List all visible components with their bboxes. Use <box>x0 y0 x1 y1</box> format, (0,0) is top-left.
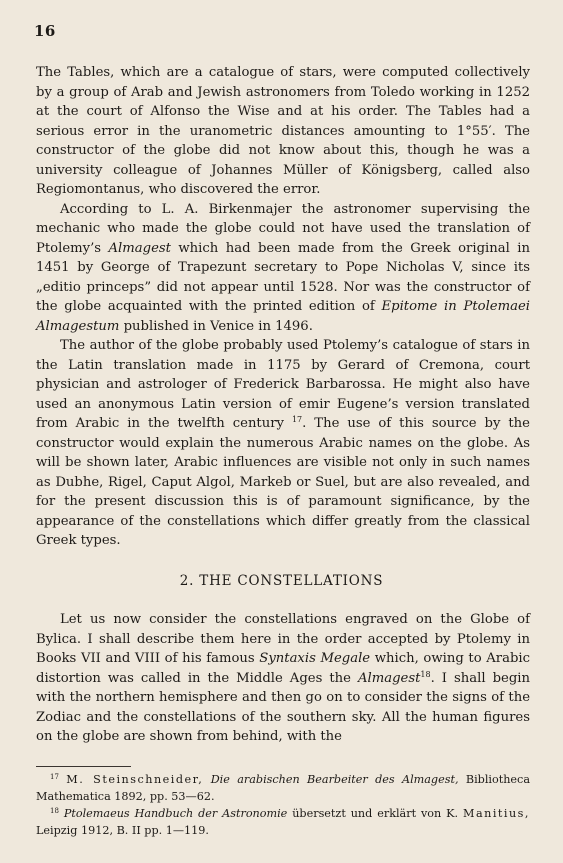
paragraph-3-text-cont: . The use of this source by the constructor would explain the numerous Arabic names on the globe. As will be shown later, Arabic influences are visible not only in such names as Dubhe, Rigel, Caput Algol, Markeb or Suel, but are also revealed, and for the present discussion this is of paramount significance, by the appearance of the constellations which differ greatly from the classical Greek types. <box>36 416 530 548</box>
paragraph-1: The Tables, which are a catalogue of stars, were computed collectively by a group of Arab and Jewish astronomers from Toledo working in 1252 at the court of Alfonso the Wise and at his order. The Tables had a serious error in the uranometric distances amounting to 1°55′. The constructor of the globe did not know about this, though he was a university colleague of Johannes Müller of Königsberg, called also Regiomontanus, who discovered the error. <box>36 65 530 197</box>
section-heading: 2. THE CONSTELLATIONS <box>179 573 384 589</box>
italic-title-almagest-2: Almagest <box>357 670 421 686</box>
footnote-ref-17[interactable]: 17 <box>291 415 303 424</box>
paragraph-4 <box>36 610 530 747</box>
footnote-text-end: Leipzig 1912, B. II pp. 1—119. <box>36 824 209 837</box>
footnote-divider <box>36 766 131 767</box>
footnote-author: Manitius, <box>463 807 530 820</box>
italic-title-almagest: Almagest <box>108 240 171 256</box>
paragraph-2-text: According to L. A. Birkenmajer the astronomer supervising the mechanic who made the globe could not have used the translation of Ptolemy’s <box>36 201 530 256</box>
footnote-text: übersetzt und erklärt von K. <box>287 807 463 820</box>
paragraph-2-text-cont: which had been made from the Greek original in 1451 by George of Trapezunt secretary to Pope Nicholas V, since its „editio princeps” did not appear until 1528. Nor was the constructor of the globe acquainted with the printed edition of <box>36 240 530 314</box>
footnote-number: 17 <box>50 773 59 781</box>
footnote-text: Bibliotheca Mathematica 1892, pp. 53—62. <box>36 773 530 803</box>
footnote-ref-18[interactable]: 18 <box>420 669 431 679</box>
footnotes <box>36 771 530 839</box>
paragraph-3 <box>36 336 530 551</box>
paragraph-3-text: The author of the globe probably used Ptolemy’s catalogue of stars in the Latin translation made in 1175 by Gerard of Cremona, court physician and astrologer of Frederick Barbarossa. He might also have used an anonymous Latin version of emir Eugene’s version translated from Arabic in the twelfth century <box>36 338 530 431</box>
paragraph-2-text-end: published in Venice in 1496. <box>119 318 313 334</box>
footnote-18 <box>36 805 530 839</box>
paragraph-2 <box>36 200 530 337</box>
page-number: 16 <box>34 22 56 40</box>
paragraph-4-text-cont: which, owing to Arabic distortion was called in the Middle Ages the <box>36 651 530 686</box>
footnote-title: Die arabischen Bearbeiter des Almagest, <box>210 773 459 786</box>
italic-title-epitome: Epitome in Ptolemaei Almagestum <box>36 299 530 334</box>
paragraph-4-text: Let us now consider the constellations engraved on the Globe of Bylica. I shall describe them here in the order accepted by Ptolemy in Books VII and VIII of his famous <box>36 612 530 666</box>
footnote-author: M. Steinschneider, <box>66 773 204 786</box>
italic-title-syntaxis: Syntaxis Megale <box>259 651 371 666</box>
footnote-title: Ptolemaeus Handbuch der Astronomie <box>63 807 288 820</box>
footnote-17 <box>36 771 530 805</box>
body-text-upper <box>36 63 530 551</box>
paragraph-4-text-end: . I shall begin with the northern hemisphere and then go on to consider the signs of the Zodiac and the constellations of the southern sky. All the human figures on the globe are shown from behind, with the <box>36 670 531 744</box>
footnote-number: 18 <box>50 807 59 815</box>
body-text-lower <box>36 610 530 747</box>
